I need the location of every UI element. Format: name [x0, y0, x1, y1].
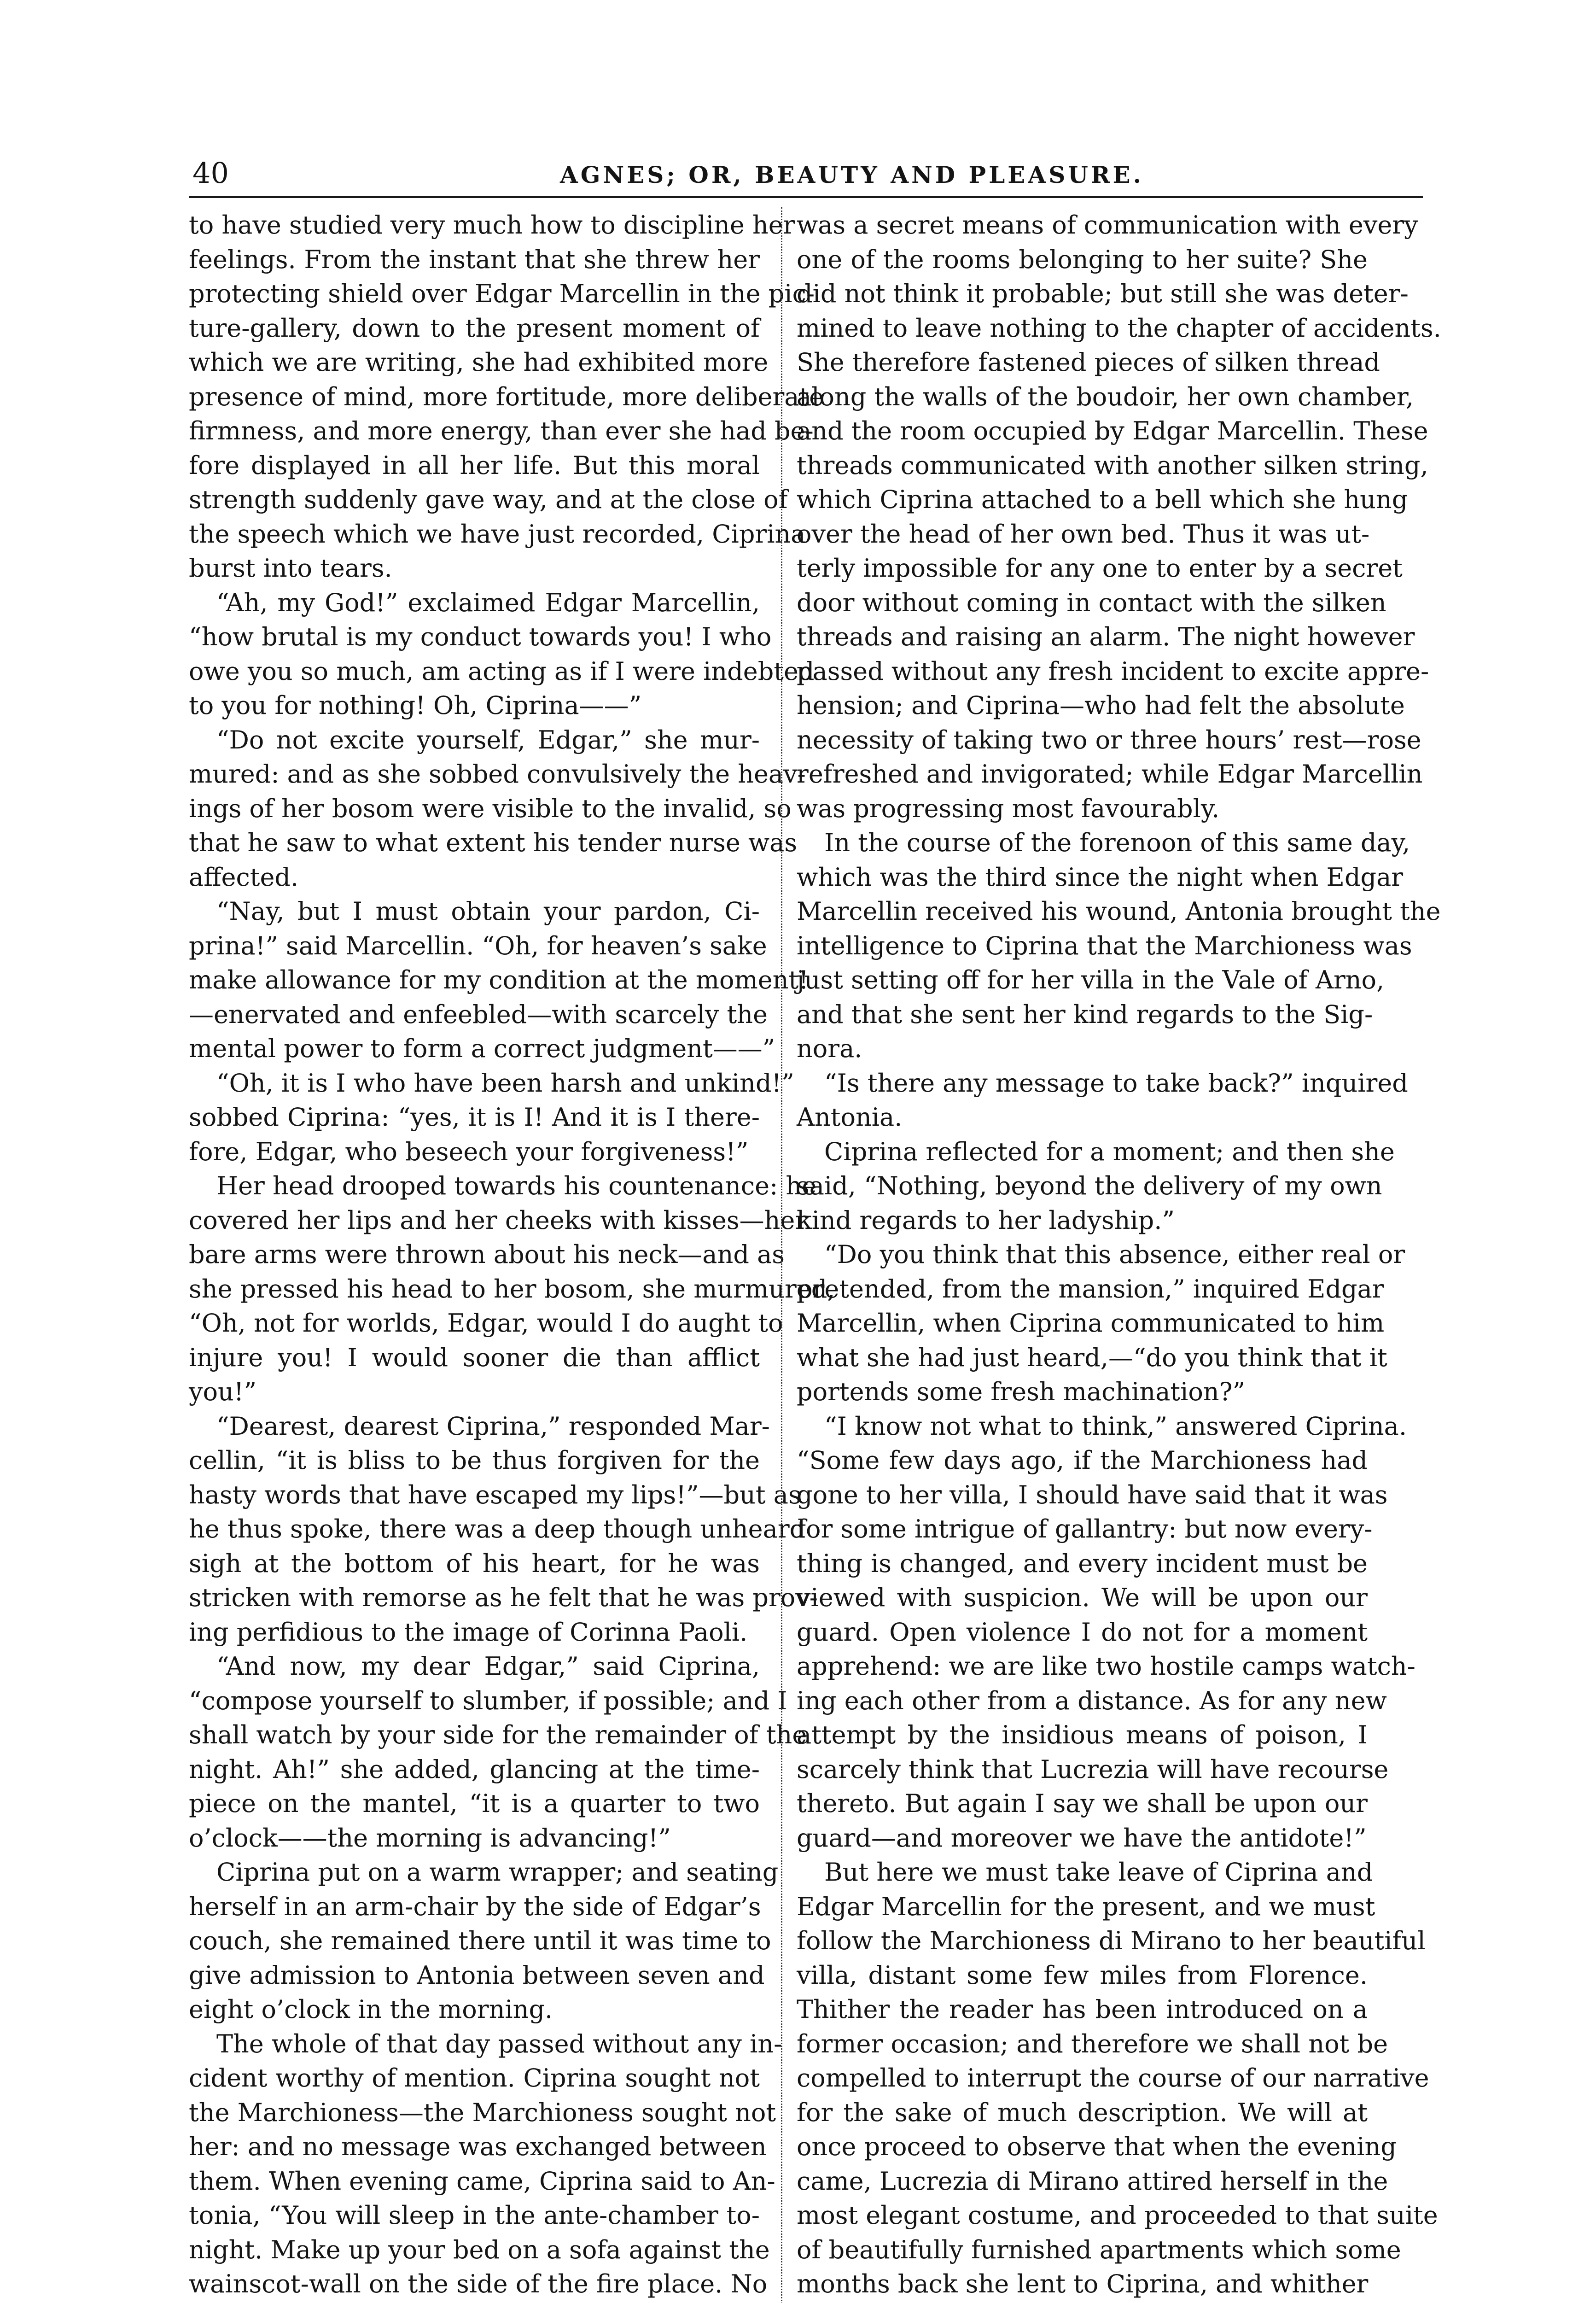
text-line: one of the rooms belonging to her suite? She [797, 245, 1368, 274]
text-line: herself in an arm-chair by the side of Edgar’s [189, 1892, 761, 1921]
text-line: Thither the reader has been introduced on a [797, 1995, 1368, 2024]
text-line: which was the third since the night when Edgar [797, 862, 1404, 892]
text-line: Her head drooped towards his countenance: he [216, 1171, 817, 1200]
text-line: viewed with suspicion. We will be upon our [797, 1583, 1368, 1612]
text-line: owe you so much, am acting as if I were indebted [189, 656, 815, 686]
text-line: did not think it probable; but still she was deter- [797, 279, 1409, 308]
text-line: attempt by the insidious means of poison, I [797, 1720, 1368, 1749]
text-line: bare arms were thrown about his neck—and as [189, 1240, 785, 1269]
text-line: eight o’clock in the morning. [189, 1995, 553, 2024]
text-line: pretended, from the mansion,” inquired Edgar [797, 1274, 1384, 1303]
text-line: affected. [189, 862, 299, 892]
text-line: strength suddenly gave way, and at the close of [189, 485, 788, 514]
text-line: for the sake of much description. We will at [797, 2098, 1368, 2127]
text-line: piece on the mantel, “it is a quarter to two [189, 1789, 760, 1818]
text-line: was progressing most favourably. [797, 794, 1220, 823]
text-line: She therefore fastened pieces of silken thread [797, 348, 1380, 377]
text-line: terly impossible for any one to enter by a secret [797, 554, 1403, 583]
text-line: “Nay, but I must obtain your pardon, Ci- [216, 897, 760, 926]
text-line: what she had just heard,—“do you think that it [797, 1343, 1387, 1372]
text-line: which we are writing, she had exhibited more [189, 348, 769, 377]
text-line: mured: and as she sobbed convulsively the heav- [189, 760, 806, 789]
text-line: night. Ah!” she added, glancing at the time- [189, 1754, 760, 1784]
text-line: compelled to interrupt the course of our narrative [797, 2063, 1429, 2093]
text-line: shall watch by your side for the remainder of the [189, 1720, 807, 1749]
text-line: cellin, “it is bliss to be thus forgiven for the [189, 1446, 760, 1475]
text-line: injure you! I would sooner die than afflict [189, 1343, 760, 1372]
text-line: Marcellin, when Ciprina communicated to him [797, 1309, 1385, 1338]
text-line: fore displayed in all her life. But this moral [189, 450, 760, 480]
text-line: cident worthy of mention. Ciprina sought not [189, 2063, 760, 2093]
text-line: “Some few days ago, if the Marchioness had [797, 1446, 1368, 1475]
text-line: burst into tears. [189, 554, 392, 583]
text-line: tonia, “You will sleep in the ante-chamber to- [189, 2201, 760, 2230]
text-line: sobbed Ciprina: “yes, it is I! And it is I there- [189, 1103, 760, 1132]
text-line: refreshed and invigorated; while Edgar Marcellin [797, 760, 1423, 789]
text-line: “Oh, it is I who have been harsh and unkind!” [216, 1068, 794, 1098]
text-line: firmness, and more energy, than ever she had be- [189, 416, 814, 445]
text-line: presence of mind, more fortitude, more deliberate [189, 382, 824, 411]
text-line: just setting off for her villa in the Vale of Arno, [797, 965, 1385, 994]
text-line: that he saw to what extent his tender nurse was [189, 828, 798, 857]
text-line: to have studied very much how to discipline her [189, 210, 795, 240]
text-line: kind regards to her ladyship.” [797, 1205, 1175, 1235]
text-line: door without coming in contact with the silken [797, 588, 1386, 617]
text-line: thereto. But again I say we shall be upon our [797, 1789, 1368, 1818]
text-line: and the room occupied by Edgar Marcellin. These [797, 416, 1428, 445]
text-line: night. Make up your bed on a sofa against the [189, 2235, 770, 2264]
text-line: he thus spoke, there was a deep though unheard [189, 1514, 806, 1543]
text-line: thing is changed, and every incident must be [797, 1549, 1368, 1578]
text-line: “Dearest, dearest Ciprina,” responded Mar- [216, 1411, 770, 1441]
text-line: hension; and Ciprina—who had felt the absolute [797, 691, 1405, 720]
text-line: “Oh, not for worlds, Edgar, would I do aught to [189, 1309, 783, 1338]
text-line: came, Lucrezia di Mirano attired herself in the [797, 2166, 1388, 2196]
text-line: once proceed to observe that when the evening [797, 2132, 1397, 2161]
text-line: portends some fresh machination?” [797, 1377, 1246, 1406]
text-line [797, 2302, 1368, 2303]
text-line: Ciprina reflected for a moment; and then she [824, 1137, 1395, 1166]
text-line: former occasion; and therefore we shall not be [797, 2029, 1388, 2058]
text-line: over the head of her own bed. Thus it was ut- [797, 519, 1370, 549]
text-line: necessity of taking two or three hours’ rest—rose [797, 725, 1421, 754]
text-line: “how brutal is my conduct towards you! I who [189, 622, 772, 651]
text-line: follow the Marchioness di Mirano to her beautiful [797, 1926, 1426, 1955]
text-line: for some intrigue of gallantry: but now every- [797, 1514, 1373, 1543]
text-line: In the course of the forenoon of this same day, [824, 828, 1410, 857]
text-line: you!” [189, 1377, 257, 1406]
text-line: sigh at the bottom of his heart, for he was [189, 1549, 760, 1578]
text-line: fore, Edgar, who beseech your forgiveness!” [189, 1137, 749, 1166]
text-line: intelligence to Ciprina that the Marchioness was [797, 931, 1412, 960]
text-line: feelings. From the instant that she threw her [189, 245, 760, 274]
text-line: which Ciprina attached to a bell which she hung [797, 485, 1408, 514]
text-line: “Do not excite yourself, Edgar,” she mur- [216, 725, 760, 754]
text-line: stricken with remorse as he felt that he was prov- [189, 1583, 818, 1612]
text-line: covered her lips and her cheeks with kisses—her [189, 1205, 807, 1235]
text-line: prina!” said Marcellin. “Oh, for heaven’s sake [189, 931, 767, 960]
text-line: her: and no message was exchanged between [189, 2132, 767, 2161]
text-line: The whole of that day passed without any in- [216, 2029, 782, 2058]
text-line: couch, she remained there until it was time to [189, 1926, 771, 1955]
text-line: of beautifully furnished apartments which some [797, 2235, 1401, 2264]
text-line: Edgar Marcellin for the present, and we must [797, 1892, 1375, 1921]
text-line: o’clock——the morning is advancing!” [189, 1823, 671, 1853]
text-line: give admission to Antonia between seven and [189, 1960, 765, 1990]
text-line: along the walls of the boudoir, her own chamber, [797, 382, 1414, 411]
text-line: “I know not what to think,” answered Ciprina. [824, 1411, 1407, 1441]
text-line: she pressed his head to her bosom, she murmured, [189, 1274, 835, 1303]
text-line: protecting shield over Edgar Marcellin in the pic- [189, 279, 815, 308]
text-line: “Do you think that this absence, either real or [824, 1240, 1405, 1269]
text-line: villa, distant some few miles from Florence. [797, 1960, 1368, 1990]
text-line: said, “Nothing, beyond the delivery of my own [797, 1171, 1382, 1200]
text-line: to you for nothing! Oh, Ciprina——” [189, 691, 642, 720]
text-line: gone to her villa, I should have said that it was [797, 1480, 1388, 1509]
text-line: “Is there any message to take back?” inquired [824, 1068, 1408, 1098]
running-head: AGNES; OR, BEAUTY AND PLEASURE. [560, 161, 1144, 188]
text-line: was a secret means of communication with every [797, 210, 1418, 240]
text-column-right [797, 208, 1441, 2303]
text-line: mined to leave nothing to the chapter of accidents. [797, 313, 1441, 343]
text-line: guard. Open violence I do not for a moment [797, 1617, 1368, 1647]
text-line: wainscot-wall on the side of the fire place. No [189, 2269, 768, 2298]
text-line: “compose yourself to slumber, if possible; and I [189, 1686, 787, 1715]
text-line [189, 2302, 760, 2303]
page-number: 40 [192, 156, 229, 190]
header-rule [189, 196, 1423, 198]
text-line: “Ah, my God!” exclaimed Edgar Marcellin, [216, 588, 760, 617]
text-line: But here we must take leave of Ciprina and [824, 1858, 1373, 1887]
text-line: the Marchioness—the Marchioness sought not [189, 2098, 776, 2127]
text-line: the speech which we have just recorded, Ciprina [189, 519, 806, 549]
text-line: passed without any fresh incident to excite appre- [797, 656, 1429, 686]
text-line: ings of her bosom were visible to the invalid, so [189, 794, 792, 823]
text-line: Antonia. [797, 1103, 903, 1132]
text-line: most elegant costume, and proceeded to that suite [797, 2201, 1438, 2230]
text-line: mental power to form a correct judgment——” [189, 1034, 775, 1063]
text-line: Marcellin received his wound, Antonia brought the [797, 897, 1441, 926]
text-line: threads communicated with another silken string, [797, 450, 1428, 480]
text-line: and that she sent her kind regards to the Sig- [797, 1000, 1373, 1029]
column-divider [781, 207, 782, 2303]
text-line: Ciprina put on a warm wrapper; and seating [216, 1858, 779, 1887]
text-line: scarcely think that Lucrezia will have recourse [797, 1754, 1389, 1784]
text-line: “And now, my dear Edgar,” said Ciprina, [216, 1652, 760, 1681]
text-line: threads and raising an alarm. The night however [797, 622, 1415, 651]
text-line: apprehend: we are like two hostile camps watch- [797, 1652, 1415, 1681]
text-line: ing perfidious to the image of Corinna Paoli. [189, 1617, 748, 1647]
text-line: make allowance for my condition at the moment! [189, 965, 809, 994]
text-line: hasty words that have escaped my lips!”—but as [189, 1480, 801, 1509]
text-line: nora. [797, 1034, 862, 1063]
text-line: —enervated and enfeebled—with scarcely the [189, 1000, 768, 1029]
text-line: them. When evening came, Ciprina said to An- [189, 2166, 775, 2196]
text-line: months back she lent to Ciprina, and whither [797, 2269, 1369, 2298]
text-line: ture-gallery, down to the present moment of [189, 313, 760, 343]
text-line: guard—and moreover we have the antidote!” [797, 1823, 1367, 1853]
text-line: ing each other from a distance. As for any new [797, 1686, 1387, 1715]
